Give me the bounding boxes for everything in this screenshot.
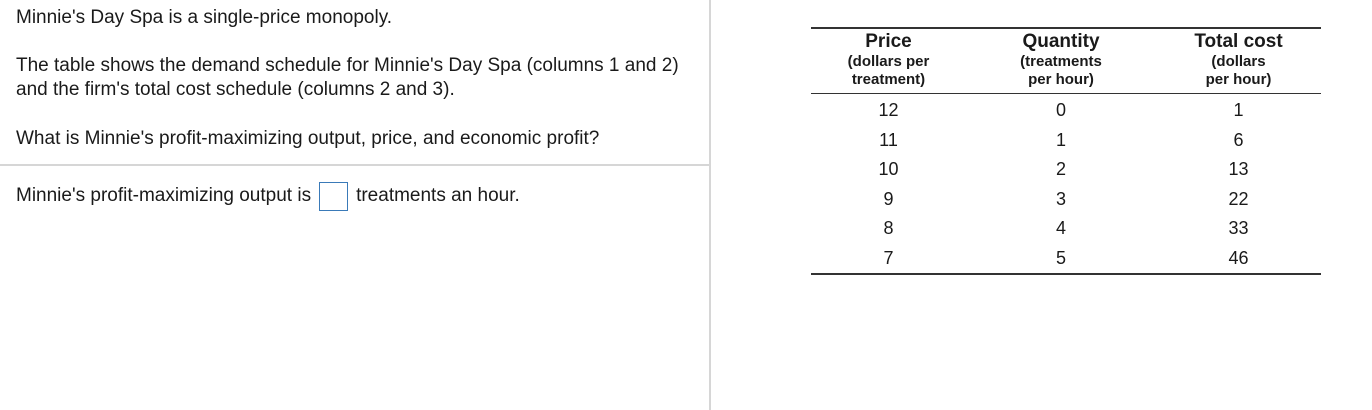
cell-quantity: 1 <box>1055 129 1066 150</box>
header-sub: (dollars per hour) <box>1205 53 1272 88</box>
cell-quantity: 3 <box>1055 188 1066 209</box>
section-divider <box>0 164 709 166</box>
output-answer-input[interactable] <box>319 182 348 211</box>
cell-price: 9 <box>883 188 894 209</box>
schedule-table-container <box>811 27 1321 275</box>
cell-price: 12 <box>878 100 899 121</box>
cell-total-cost: 1 <box>1233 100 1244 121</box>
cell-quantity: 4 <box>1055 218 1066 239</box>
header-quantity <box>966 28 1156 94</box>
header-main: Quantity <box>1022 31 1100 52</box>
cell-quantity: 2 <box>1055 159 1066 180</box>
cell-quantity: 0 <box>1055 100 1066 121</box>
question-description: The table shows the demand schedule for Minnie's Day Spa (columns 1 and 2) and the firm's total cost schedule (columns 2 and 3). <box>16 55 679 100</box>
header-main: Price <box>865 31 912 52</box>
table-row <box>811 94 1321 126</box>
cell-price: 8 <box>883 218 894 239</box>
table-row <box>811 185 1321 215</box>
schedule-table <box>811 27 1321 275</box>
cell-total-cost: 22 <box>1228 188 1249 209</box>
header-total-cost <box>1156 28 1321 94</box>
cell-total-cost: 46 <box>1156 244 1321 275</box>
cell-price: 10 <box>878 159 899 180</box>
cell-total-cost: 13 <box>1228 159 1249 180</box>
answer-prefix: Minnie's profit-maximizing output is <box>16 185 312 206</box>
table-row <box>811 155 1321 185</box>
header-main: Total cost <box>1194 31 1283 52</box>
table-row <box>811 126 1321 156</box>
question-prompt: What is Minnie's profit-maximizing output, price, and economic profit? <box>16 128 600 149</box>
header-price <box>811 28 966 94</box>
answer-suffix: treatments an hour. <box>356 185 520 206</box>
table-header-row <box>811 28 1321 94</box>
cell-price: 7 <box>811 244 966 275</box>
header-sub: (treatments per hour) <box>1020 53 1102 88</box>
table-row <box>811 214 1321 244</box>
cell-total-cost: 33 <box>1228 218 1249 239</box>
answer-line <box>16 179 520 213</box>
cell-price: 11 <box>879 129 898 150</box>
table-row <box>811 244 1321 275</box>
question-intro: Minnie's Day Spa is a single-price monopoly. <box>16 7 393 28</box>
header-sub: (dollars per treatment) <box>847 53 930 88</box>
cell-total-cost: 6 <box>1233 129 1244 150</box>
cell-quantity: 5 <box>966 244 1156 275</box>
